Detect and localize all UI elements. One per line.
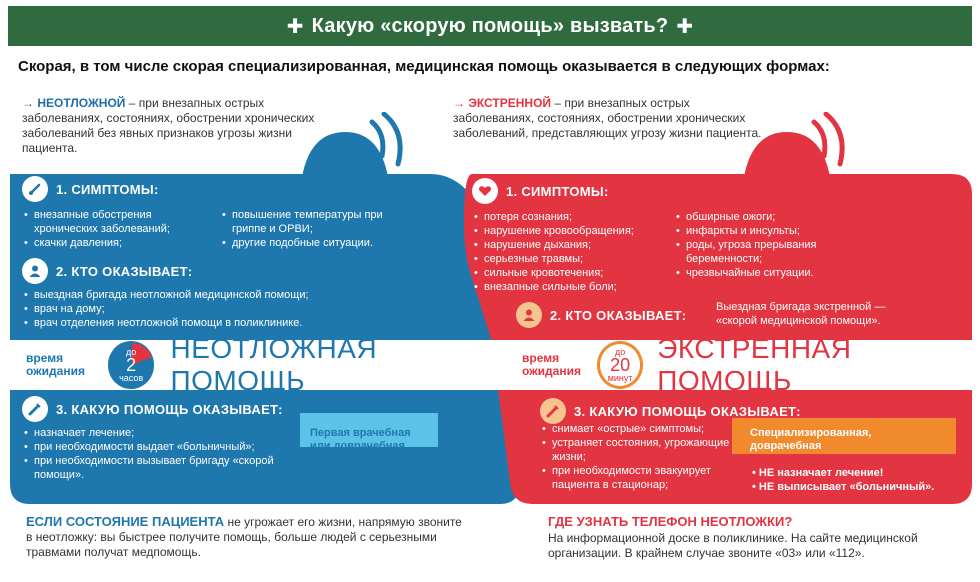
- list-item: • нарушение кровообращения;: [474, 224, 664, 238]
- cross-icon: ✚: [286, 15, 304, 38]
- list-item: • выездная бригада неотложной медицинской помощи;: [24, 288, 384, 302]
- left-symptoms-col2: [222, 208, 392, 250]
- list-item: • повышение температуры при гриппе и ОРВИ;: [222, 208, 392, 236]
- right-help-list: [542, 422, 732, 492]
- list-item: • внезапные сильные боли;: [474, 280, 664, 294]
- page-header: [8, 6, 972, 46]
- list-item: • при необходимости вызывает бригаду «скорой помощи».: [24, 454, 284, 482]
- right-symptoms-col1: [474, 210, 664, 294]
- intro-urgent: → НЕОТЛОЖНОЙ – при внезапных острых заболеваниях, состояниях, обострении хронических заболеваний без явных признаков угрозы жизни пациента.: [22, 96, 315, 155]
- bottom-right-title: ГДЕ УЗНАТЬ ТЕЛЕФОН НЕОТЛОЖКИ?: [548, 514, 793, 529]
- list-item: • другие подобные ситуации.: [222, 236, 392, 250]
- list-item: • врач на дому;: [24, 302, 384, 316]
- thermometer-icon: [22, 176, 48, 202]
- emergency-notes: • НЕ назначает лечение! • НЕ выписывает «больничный».: [752, 467, 935, 493]
- list-item: • серьезные травмы;: [474, 252, 664, 266]
- wait-label: время ожидания: [522, 351, 581, 378]
- emergency-help-type: Специализированная, доврачебная: [750, 427, 872, 452]
- left-who-title: 2. КТО ОКАЗЫВАЕТ:: [22, 258, 192, 284]
- left-symptoms-col1: [24, 208, 214, 250]
- list-item: • сильные кровотечения;: [474, 266, 664, 280]
- list-item: • роды, угроза прерывания беременности;: [676, 238, 856, 266]
- list-item: • при необходимости выдает «больничный»;: [24, 440, 284, 454]
- intro-emergency: → ЭКСТРЕННОЙ – при внезапных острых заболеваниях, состояниях, обострении хронических заболеваний, представляющих угрозу жизни пациента.: [453, 96, 762, 140]
- bottom-right-note: На информационной доске в поликлинике. На сайте медицинской организации. В крайнем случае звоните «03» или «112».: [548, 531, 918, 560]
- right-who-text: Выездная бригада экстренной — «скорой медицинской помощи».: [716, 301, 886, 327]
- person-icon: [516, 302, 542, 328]
- urgent-band-title: НЕОТЛОЖНАЯ ПОМОЩЬ: [170, 333, 378, 396]
- page-title: Какую «скорую помощь» вызвать?: [311, 14, 669, 37]
- list-item: • потеря сознания;: [474, 210, 664, 224]
- timer-badge: до 20 минут: [597, 341, 643, 389]
- wait-label: время ожидания: [26, 351, 85, 378]
- syringe-icon: [22, 396, 48, 422]
- list-item: • инфаркты и инсульты;: [676, 224, 856, 238]
- urgent-help-type: Первая врачебная или доврачебная помощь: [310, 427, 411, 465]
- list-item: • снимает «острые» симптомы;: [542, 422, 732, 436]
- right-help-title: 3. КАКУЮ ПОМОЩЬ ОКАЗЫВАЕТ:: [540, 398, 801, 424]
- list-item: • при необходимости эвакуирует пациента в стационар;: [542, 464, 732, 492]
- heart-pulse-icon: [472, 178, 498, 204]
- list-item: • скачки давления;: [24, 236, 214, 250]
- left-symptoms-title: 1. СИМПТОМЫ:: [22, 176, 159, 202]
- left-help-title: 3. КАКУЮ ПОМОЩЬ ОКАЗЫВАЕТ:: [22, 396, 283, 422]
- person-icon: [22, 258, 48, 284]
- left-help-list: [24, 426, 284, 482]
- emergency-band: [512, 333, 980, 396]
- right-who-title: 2. КТО ОКАЗЫВАЕТ:: [516, 302, 686, 328]
- cross-icon: ✚: [676, 15, 694, 38]
- timer-badge: до 2 часов: [108, 341, 155, 389]
- bottom-left-note: ЕСЛИ СОСТОЯНИЕ ПАЦИЕНТА не угрожает его жизни, напрямую звоните в неотложку: вы быстрее получите помощь, больше людей с серьезными травмами получат медпомощь.: [26, 514, 462, 559]
- list-item: • нарушение дыхания;: [474, 238, 664, 252]
- right-symptoms-title: 1. СИМПТОМЫ:: [472, 178, 609, 204]
- syringe-icon: [540, 398, 566, 424]
- left-who-list: [24, 288, 384, 330]
- list-item: • внезапные обострения хронических заболеваний;: [24, 208, 214, 236]
- list-item: • обширные ожоги;: [676, 210, 856, 224]
- urgent-band: [0, 333, 510, 396]
- list-item: • чрезвычайные ситуации.: [676, 266, 856, 280]
- right-symptoms-col2: [676, 210, 856, 280]
- emergency-band-title: ЭКСТРЕННАЯ ПОМОЩЬ: [657, 333, 852, 396]
- subtitle: Скорая, в том числе скорая специализированная, медицинская помощь оказывается в следующих формах:: [18, 58, 830, 75]
- list-item: • врач отделения неотложной помощи в поликлинике.: [24, 316, 384, 330]
- list-item: • устраняет состояния, угрожающие жизни;: [542, 436, 732, 464]
- list-item: • назначает лечение;: [24, 426, 284, 440]
